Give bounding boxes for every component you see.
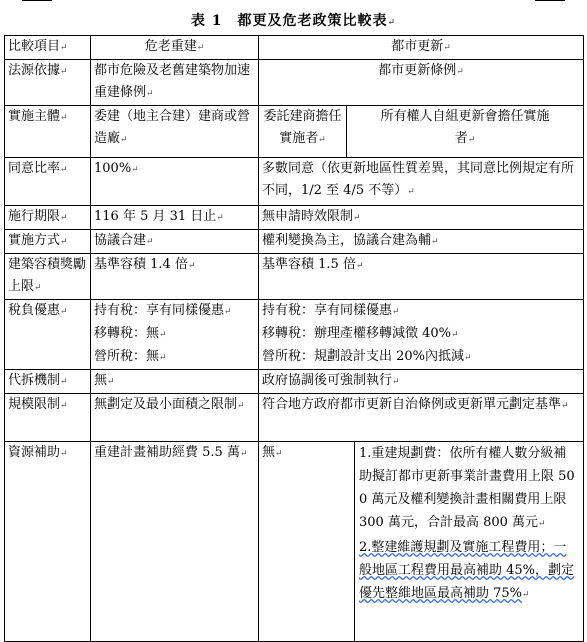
table-caption: 表 1 都更及危老政策比較表↵ — [190, 13, 397, 29]
cell-urban: 符合地方政府都市更新自治條例或更新單元劃定基準↵ — [259, 394, 584, 442]
cell-urban: 權利變換為主，協議合建為輔↵ — [259, 230, 584, 254]
row-law — [5, 60, 584, 106]
header-urban: 都市更新↵ — [259, 36, 584, 60]
top-rule-left — [22, 0, 52, 1]
row-far — [5, 254, 584, 300]
row-consent — [5, 158, 584, 206]
cell-urban-b: 所有權人自組更新會擔任實施者↵ — [347, 106, 584, 158]
top-rule-right — [535, 0, 565, 1]
cell-urban: 持有稅：享有同樣優惠↵ 移轉稅：辦理產權移轉減徵 40%↵ 營所稅：規劃設計支出 20%內抵減↵ — [259, 300, 584, 370]
row-label: 資源補助↵ — [5, 442, 91, 642]
row-scale — [5, 394, 584, 442]
row-method — [5, 230, 584, 254]
table-header-row — [5, 36, 584, 60]
row-label: 施行期限↵ — [5, 206, 91, 230]
cell-danger: 無↵ — [91, 370, 259, 394]
row-label: 代拆機制↵ — [5, 370, 91, 394]
row-label: 同意比率↵ — [5, 158, 91, 206]
cell-danger: 100%↵ — [91, 158, 259, 206]
cell-danger: 都市危險及老舊建築物加速重建條例↵ — [91, 60, 259, 106]
cell-danger: 116 年 5 月 31 日止↵ — [91, 206, 259, 230]
cell-urban: 都市更新條例↵ — [259, 60, 584, 106]
row-label: 法源依據↵ — [5, 60, 91, 106]
row-label: 稅負優惠↵ — [5, 300, 91, 370]
cell-urban-a: 委託建商擔任實施者↵ — [259, 106, 347, 158]
row-subsidy — [5, 442, 584, 642]
row-tax — [5, 300, 584, 370]
row-label: 實施主體↵ — [5, 106, 91, 158]
row-label: 建築容積獎勵上限↵ — [5, 254, 91, 300]
row-label: 實施方式↵ — [5, 230, 91, 254]
row-entity — [5, 106, 584, 158]
cell-danger: 重建計畫補助經費 5.5 萬↵ — [91, 442, 259, 642]
cell-urban: 多數同意（依更新地區性質差異，其同意比例規定有所不同，1/2 至 4/5 不等）↵ — [259, 158, 584, 206]
cell-danger: 無劃定及最小面積之限制↵ — [91, 394, 259, 442]
row-label: 規模限制↵ — [5, 394, 91, 442]
comparison-table — [4, 35, 584, 642]
cell-urban: 無申請時效限制↵ — [259, 206, 584, 230]
caption-text: 表 1 都更及危老政策比較表 — [190, 13, 388, 29]
header-danger: 危老重建↵ — [91, 36, 259, 60]
cell-danger: 基準容積 1.4 倍↵ — [91, 254, 259, 300]
cell-danger: 委建（地主合建）建商或營造廠↵ — [91, 106, 259, 158]
cell-urban-b: 1.重建規劃費：依所有權人數分級補助擬訂都市更新事業計畫費用上限 500 萬元及權利變換計畫相關費用上限 300 萬元，合計最高 800 萬元↵ 2.整建維護規劃及實施工程費用；一般地區工程費用最高補助 45%，劃定優先整維地區最高補助 75%↵ — [355, 442, 584, 642]
cell-urban-a: 無↵ — [259, 442, 355, 642]
cell-danger: 持有稅：享有同樣優惠↵ 移轉稅：無↵ 營所稅：無↵ — [91, 300, 259, 370]
cell-danger: 協議合建↵ — [91, 230, 259, 254]
row-demolish — [5, 370, 584, 394]
cell-urban: 政府協調後可強制執行↵ — [259, 370, 584, 394]
cell-urban: 基準容積 1.5 倍↵ — [259, 254, 584, 300]
header-item: 比較項目↵ — [5, 36, 91, 60]
row-period — [5, 206, 584, 230]
